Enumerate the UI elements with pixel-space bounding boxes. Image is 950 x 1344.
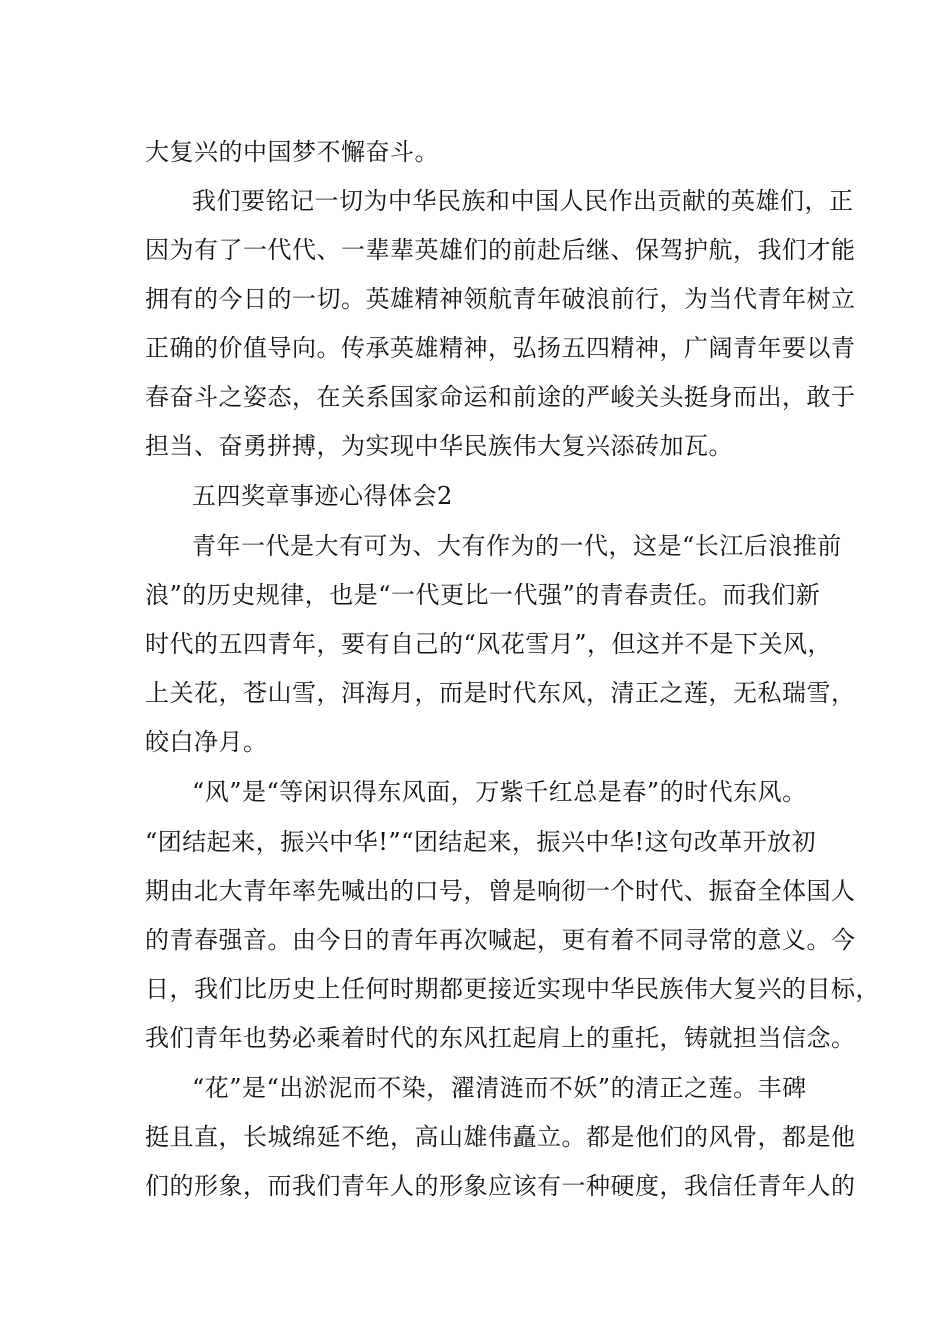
text-line: 们的形象，而我们青年人的形象应该有一种硬度，我信任青年人的 <box>145 1172 856 1200</box>
text-line: “团结起来，振兴中华!”“团结起来，振兴中华!这句改革开放初 <box>145 828 817 856</box>
text-line: 担当、奋勇拼搏，为实现中华民族伟大复兴添砖加瓦。 <box>145 432 733 460</box>
text-line: 浪”的历史规律，也是“一代更比一代强”的青春责任。而我们新 <box>145 581 821 609</box>
paragraph-first-line: 我们要铭记一切为中华民族和中国人民作出贡献的英雄们，正 <box>192 187 854 215</box>
text-line: 上关花，苍山雪，洱海月，而是时代东风，清正之莲，无私瑞雪， <box>145 679 856 707</box>
paragraph-first-line: 青年一代是大有可为、大有作为的一代，这是“长江后浪推前 <box>192 532 842 560</box>
text-line: 大复兴的中国梦不懈奋斗。 <box>145 138 439 166</box>
text-line: 日，我们比历史上任何时期都更接近实现中华民族伟大复兴的目标， <box>145 975 880 1003</box>
paragraph-first-line: “花”是“出淤泥而不染，濯清涟而不妖”的清正之莲。丰碑 <box>192 1074 807 1102</box>
text-line: 挺且直，长城绵延不绝，高山雄伟矗立。都是他们的风骨，都是他 <box>145 1123 856 1151</box>
text-line: 时代的五四青年，要有自己的“风花雪月”，但这并不是下关风， <box>145 630 833 658</box>
text-line: 的青春强音。由今日的青年再次喊起，更有着不同寻常的意义。今 <box>145 926 856 954</box>
text-line: 拥有的今日的一切。英雄精神领航青年破浪前行，为当代青年树立 <box>145 285 856 313</box>
text-line: 正确的价值导向。传承英雄精神，弘扬五四精神，广阔青年要以青 <box>145 334 856 362</box>
section-heading: 五四奖章事迹心得体会2 <box>192 482 453 510</box>
paragraph-first-line: “风”是“等闲识得东风面，万紫千红总是春”的时代东风。 <box>192 778 807 806</box>
text-line: 春奋斗之姿态，在关系国家命运和前途的严峻关头挺身而出，敢于 <box>145 383 856 411</box>
text-line: 我们青年也势必乘着时代的东风扛起肩上的重托，铸就担当信念。 <box>145 1024 856 1052</box>
text-line: 期由北大青年率先喊出的口号，曾是响彻一个时代、振奋全体国人 <box>145 877 856 905</box>
text-line: 皎白净月。 <box>145 728 268 756</box>
text-line: 因为有了一代代、一辈辈英雄们的前赴后继、保驾护航，我们才能 <box>145 236 856 264</box>
